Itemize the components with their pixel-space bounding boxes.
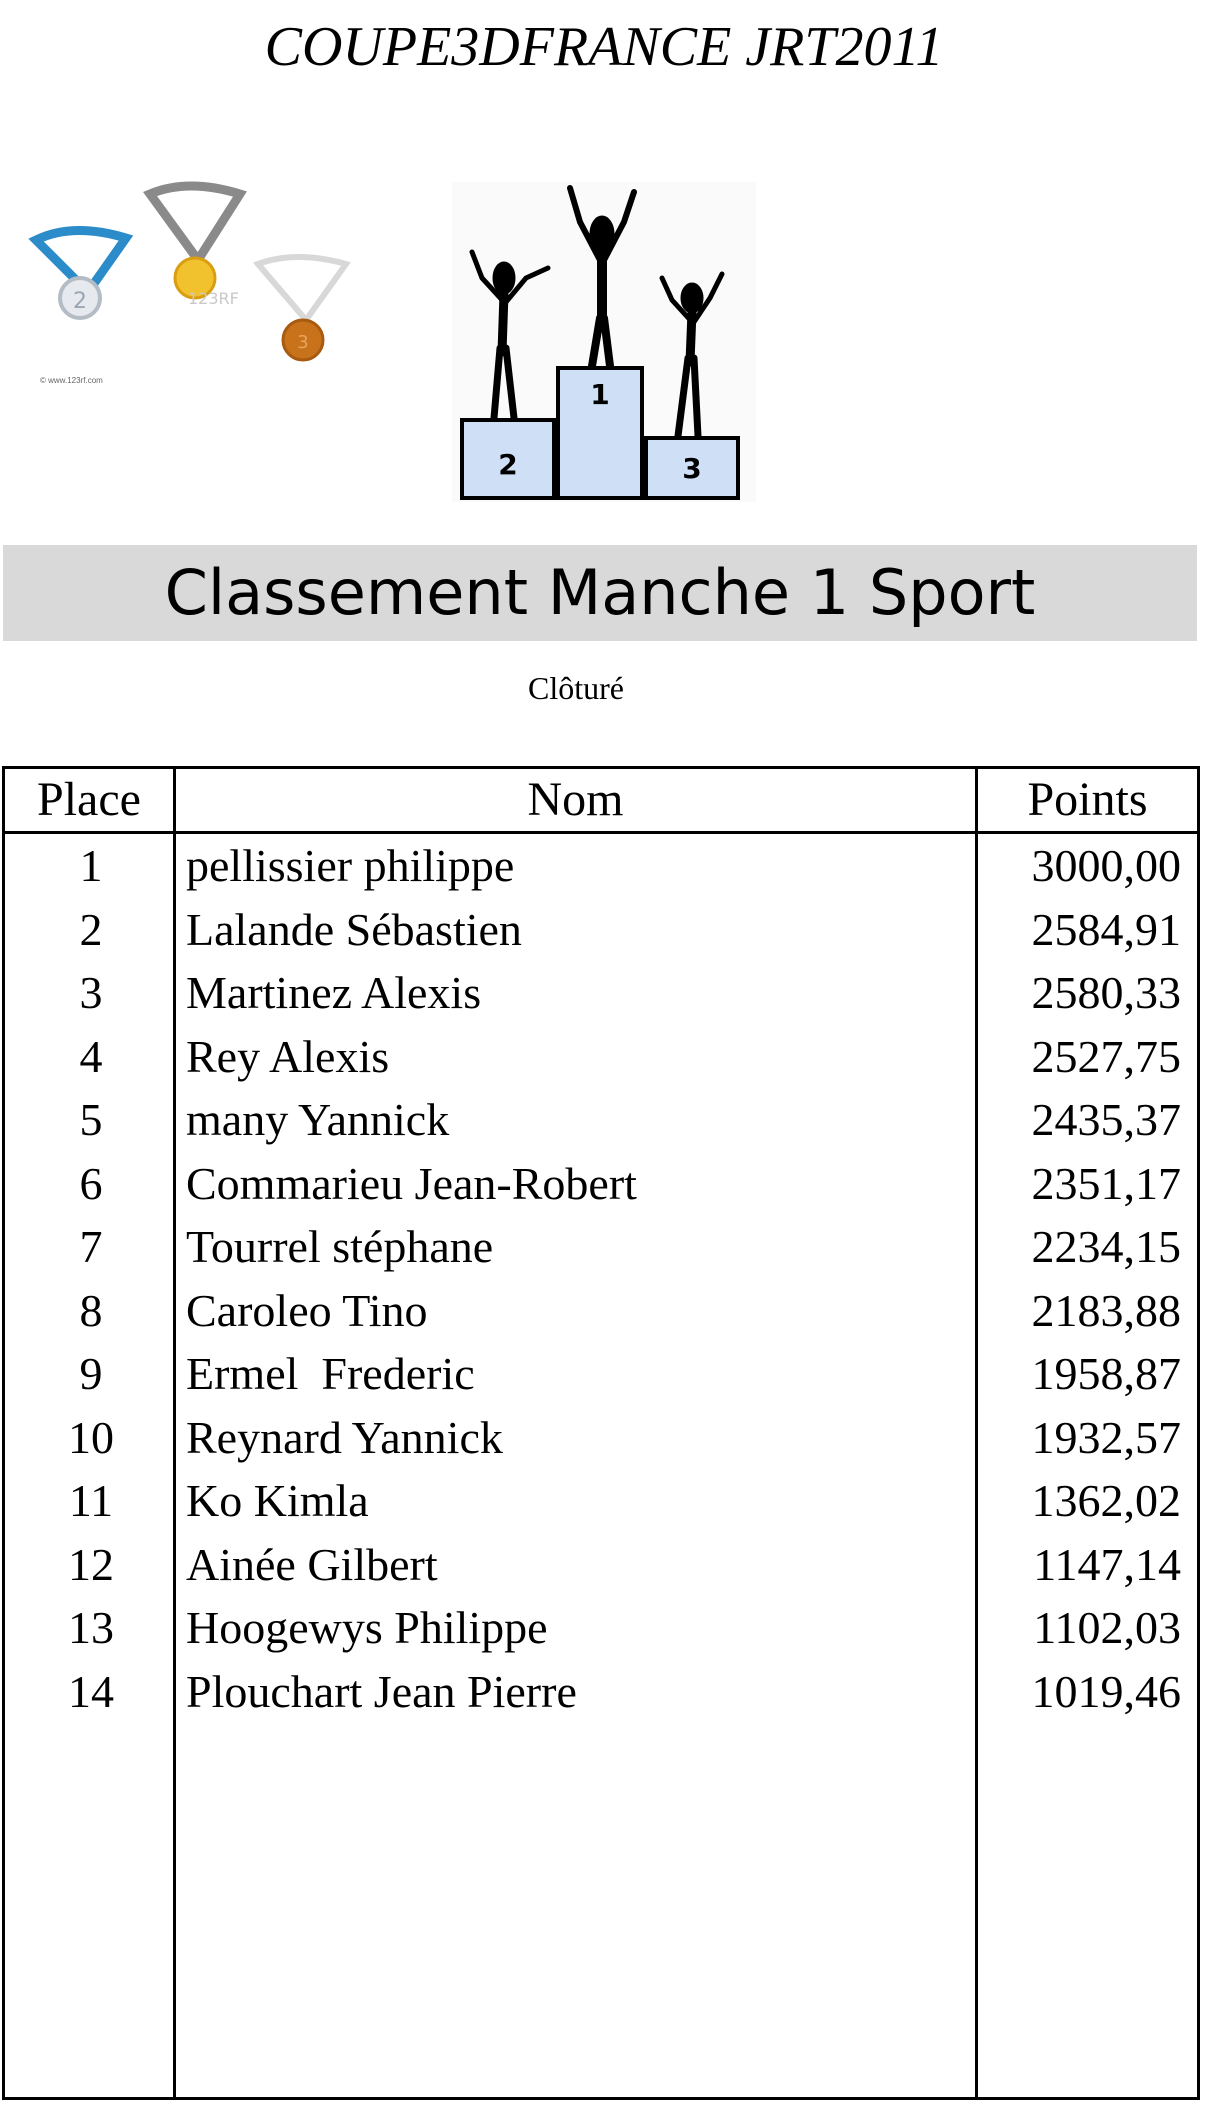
cell-nom: Reynard Yannick xyxy=(186,1411,503,1463)
cell-points: 2580,33 xyxy=(1031,967,1181,1018)
cell-place: 6 xyxy=(79,1157,103,1209)
cell-points: 1102,03 xyxy=(1033,1602,1181,1653)
cell-place: 14 xyxy=(68,1665,114,1717)
svg-text:3: 3 xyxy=(297,332,309,353)
header-place: Place xyxy=(37,773,141,826)
cell-place: 11 xyxy=(68,1475,114,1526)
medals-icon xyxy=(28,180,368,400)
table-row xyxy=(5,1469,1197,1533)
ranking-table xyxy=(2,766,1200,2100)
table-row xyxy=(5,1660,1197,1724)
medal-credit: © www.123rf.com xyxy=(40,376,103,385)
cell-place: 4 xyxy=(79,1030,103,1082)
table-row xyxy=(5,1342,1197,1406)
cell-points: 2351,17 xyxy=(1031,1157,1181,1209)
cell-points: 3000,00 xyxy=(1031,840,1181,891)
cell-place: 8 xyxy=(79,1284,103,1336)
cell-nom: Plouchart Jean Pierre xyxy=(186,1665,577,1717)
cell-nom: Lalande Sébastien xyxy=(186,903,522,955)
cell-points: 2584,91 xyxy=(1031,903,1181,955)
cell-place: 5 xyxy=(79,1094,103,1145)
header-points: Points xyxy=(1027,773,1148,826)
cell-nom: pellissier philippe xyxy=(186,840,515,891)
cell-points: 2183,88 xyxy=(1031,1284,1181,1336)
cell-nom: Ermel Frederic xyxy=(186,1348,475,1399)
section-title: Classement Manche 1 Sport xyxy=(3,545,1197,641)
svg-text:1: 1 xyxy=(590,378,610,411)
cell-nom: many Yannick xyxy=(186,1094,450,1145)
table-body xyxy=(5,834,1197,1723)
document-title: COUPE3DFRANCE JRT2011 xyxy=(264,16,944,78)
podium-icon xyxy=(452,182,756,502)
cell-points: 2234,15 xyxy=(1031,1221,1181,1272)
cell-points: 1362,02 xyxy=(1031,1475,1181,1526)
cell-nom: Ainée Gilbert xyxy=(186,1538,438,1590)
cell-place: 10 xyxy=(68,1411,114,1463)
cell-points: 2527,75 xyxy=(1031,1030,1181,1082)
cell-place: 7 xyxy=(79,1221,103,1272)
table-row xyxy=(5,1088,1197,1152)
table-row xyxy=(5,1152,1197,1216)
cell-points: 1932,57 xyxy=(1031,1411,1181,1463)
svg-text:2: 2 xyxy=(73,289,87,314)
header-nom: Nom xyxy=(527,773,624,826)
cell-place: 2 xyxy=(79,903,103,955)
table-row xyxy=(5,834,1197,898)
cell-place: 9 xyxy=(79,1348,103,1399)
cell-points: 1147,14 xyxy=(1033,1538,1181,1590)
cell-nom: Ko Kimla xyxy=(186,1475,369,1526)
table-header-row xyxy=(5,769,1197,834)
cell-points: 2435,37 xyxy=(1031,1094,1181,1145)
cell-place: 3 xyxy=(79,967,103,1018)
cell-place: 1 xyxy=(79,840,103,891)
svg-text:3: 3 xyxy=(682,452,702,485)
svg-text:123RF: 123RF xyxy=(188,289,239,308)
table-row xyxy=(5,1215,1197,1279)
cell-place: 12 xyxy=(68,1538,114,1590)
table-row xyxy=(5,1596,1197,1660)
cell-place: 13 xyxy=(68,1602,114,1653)
cell-nom: Hoogewys Philippe xyxy=(186,1602,548,1653)
table-row xyxy=(5,898,1197,962)
cell-nom: Tourrel stéphane xyxy=(186,1221,494,1272)
table-row xyxy=(5,1279,1197,1343)
table-row xyxy=(5,1025,1197,1089)
cell-nom: Commarieu Jean-Robert xyxy=(186,1157,637,1209)
status-label: Clôturé xyxy=(528,670,624,706)
cell-nom: Caroleo Tino xyxy=(186,1284,428,1336)
cell-nom: Rey Alexis xyxy=(186,1030,390,1082)
svg-text:2: 2 xyxy=(498,448,518,481)
cell-points: 1019,46 xyxy=(1031,1665,1181,1717)
table-row xyxy=(5,961,1197,1025)
table-row xyxy=(5,1533,1197,1597)
cell-points: 1958,87 xyxy=(1031,1348,1181,1399)
table-row xyxy=(5,1406,1197,1470)
cell-nom: Martinez Alexis xyxy=(186,967,482,1018)
